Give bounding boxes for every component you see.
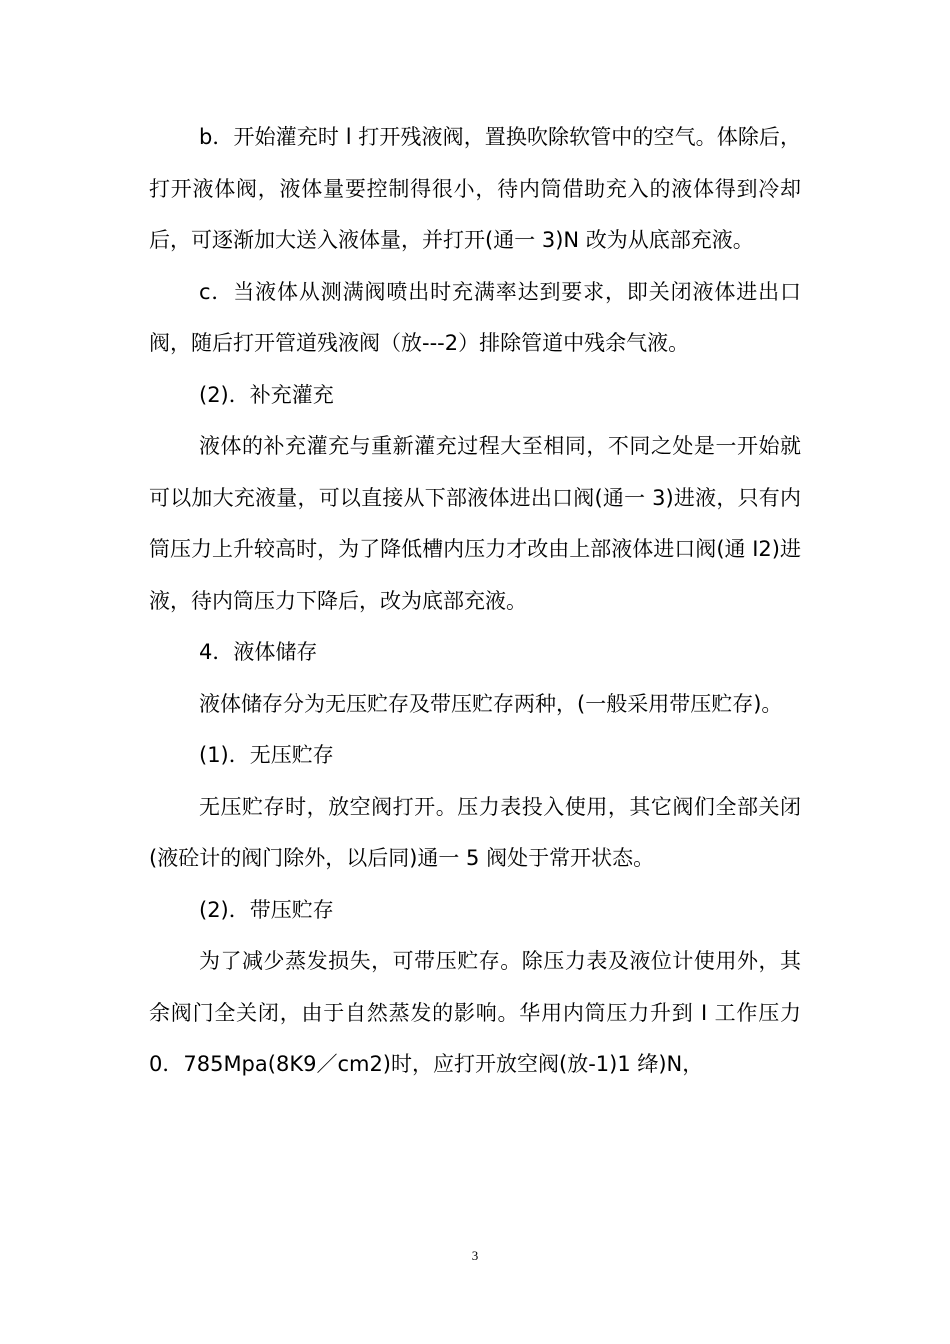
heading-refill: (2)．补充灌充	[199, 382, 334, 407]
paragraph-pressurized-storage: 为了减少蒸发损失，可带压贮存。除压力表及液位计使用外，其余阀门全关闭，由于自然蒸发的影响。华用内筒压力升到 I 工作压力 0．785Mpa(8K9／cm2)时，应打开放空阀(放-1)1 绛)N，	[149, 949, 801, 1076]
heading-unpressurized-storage: (1)．无压贮存	[199, 743, 334, 767]
heading-pressurized-storage: (2)．带压贮存	[199, 897, 334, 922]
paragraph-filling-step-b: b．开始灌充时 l 打开残液阀，置换吹除软管中的空气。体除后，打开液体阀，液体量要控制得很小，待内筒借助充入的液体得到冷却后，可逐渐加大送入液体量，并打开(通一 3)N 改为从底部充液。	[149, 125, 801, 252]
page-number: 3	[471, 1248, 479, 1263]
heading-liquid-storage: 4．液体储存	[199, 640, 318, 664]
paragraph-storage-types: 液体储存分为无压贮存及带压贮存两种，(一般采用带压贮存)。	[199, 691, 783, 716]
paragraph-filling-step-c: c．当液体从测满阀喷出时充满率达到要求，即关闭液体进出口阀，随后打开管道残液阀（放---2）排除管道中残余气液。	[149, 279, 801, 355]
paragraph-unpressurized-storage: 无压贮存时，放空阀打开。压力表投入使用，其它阀们全部关闭(液砼计的阀门除外，以后同)通一 5 阀处于常开状态。	[149, 794, 801, 870]
paragraph-refill: 液体的补充灌充与重新灌充过程大至相同，不同之处是一开始就可以加大充液量，可以直接从下部液体进出口阀(通一 3)进液，只有内筒压力上升较高时，为了降低槽内压力才改由上部液体进口阀(通 I2)进液，待内筒压力下降后，改为底部充液。	[149, 434, 801, 613]
page-content	[149, 112, 801, 1091]
